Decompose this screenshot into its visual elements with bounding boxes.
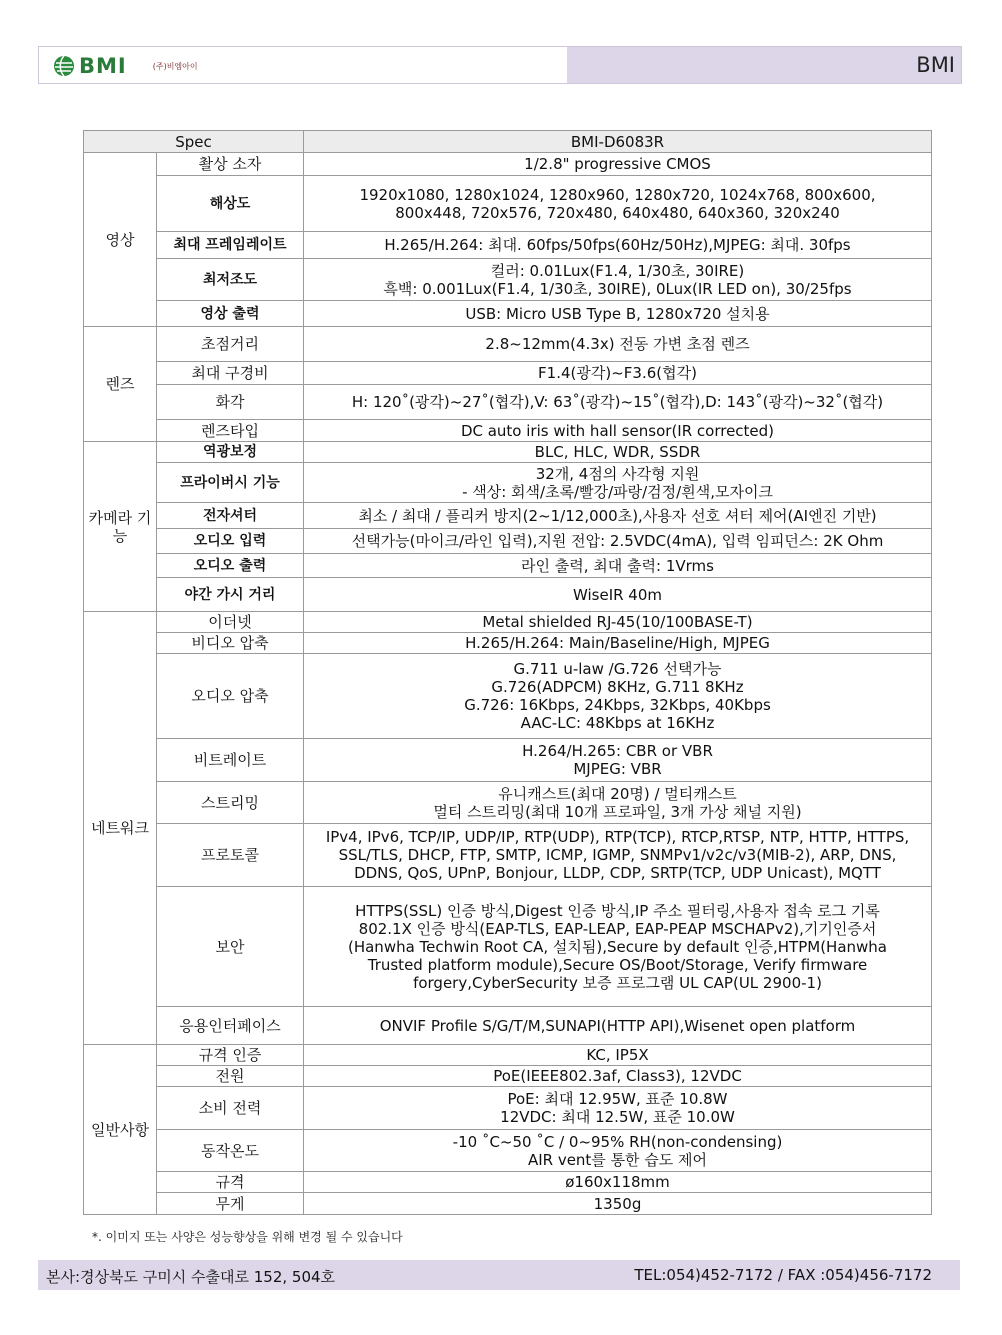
footer-contact: TEL:054)452-7172 / FAX :054)456-7172 [634,1266,932,1284]
spec-value [304,385,932,420]
spec-value-line: H.264/H.265: CBR or VBR [522,742,713,760]
table-row [84,327,932,362]
spec-label: 규격 인증 [157,1045,304,1066]
table-row [84,1007,932,1045]
spec-value-line: 802.1X 인증 방식(EAP-TLS, EAP-LEAP, EAP-PEAP MSCHAPv2),기기인증서 [358,919,877,938]
spec-label: 동작온도 [157,1130,304,1172]
table-row [84,612,932,633]
spec-value-line: IPv4, IPv6, TCP/IP, UDP/IP, RTP(UDP), RTP(TCP), RTCP,RTSP, NTP, HTTP, HTTPS, [325,828,910,846]
spec-value-line: SSL/TLS, DHCP, FTP, SMTP, ICMP, IGMP, SNMPv1/v2c/v3(MIB-2), ARP, DNS, [338,846,897,864]
spec-table [83,130,932,1215]
spec-value-line: H.265/H.264: Main/Baseline/High, MJPEG [465,634,770,652]
spec-value-line: -10 ˚C~50 ˚C / 0~95% RH(non-condensing) [452,1132,783,1151]
spec-value-line: 유니캐스트(최대 20명) / 멀티캐스트 [498,784,737,803]
table-row [84,301,932,327]
spec-value-line: - 색상: 회색/초록/빨강/파랑/검정/흰색,모자이크 [462,482,773,501]
spec-value-line: AAC-LC: 48Kbps at 16KHz [520,714,715,732]
spec-value [304,633,932,654]
table-row [84,362,932,385]
table-row [84,153,932,176]
spec-value [304,529,932,554]
spec-value-line: PoE: 최대 12.95W, 표준 10.8W [507,1090,728,1108]
model-header: BMI-D6083R [304,131,932,153]
spec-value [304,654,932,739]
table-row [84,259,932,301]
spec-label: 촬상 소자 [157,153,304,176]
spec-value-line: USB: Micro USB Type B, 1280x720 설치용 [465,304,770,323]
table-row [84,782,932,824]
header-band [567,47,961,83]
category-cell: 렌즈 [84,327,157,442]
spec-value-line: 2.8~12mm(4.3x) 전동 가변 초점 렌즈 [485,335,750,353]
spec-value-line: G.726(ADPCM) 8KHz, G.711 8KHz [491,678,744,696]
spec-value [304,259,932,301]
spec-value-line: H: 120˚(광각)~27˚(협각),V: 63˚(광각)~15˚(협각),D: 143˚(광각)~32˚(협각) [351,393,884,411]
spec-label: 보안 [157,887,304,1007]
spec-label: 프로토콜 [157,824,304,887]
spec-value-line: H.265/H.264: 최대. 60fps/50fps(60Hz/50Hz),MJPEG: 최대. 30fps [384,236,851,254]
spec-value-line: 컬러: 0.01Lux(F1.4, 1/30초, 30IRE) [490,261,745,280]
spec-label: 전자셔터 [157,503,304,529]
table-row [84,463,932,503]
spec-value [304,554,932,578]
spec-value-line: HTTPS(SSL) 인증 방식,Digest 인증 방식,IP 주소 필터링,사용자 접속 로그 기록 [355,901,880,920]
spec-label: 야간 가시 거리 [157,578,304,612]
spec-value-line: (Hanwha Techwin Root CA, 설치됨),Secure by default 인증,HTPM(Hanwha [347,937,887,956]
spec-label: 오디오 압축 [157,654,304,739]
category-cell: 영상 [84,153,157,327]
spec-label: 해상도 [157,176,304,232]
spec-label: 전원 [157,1066,304,1087]
spec-value [304,1007,932,1045]
spec-value [304,463,932,503]
spec-label: 최저조도 [157,259,304,301]
spec-label: 최대 구경비 [157,362,304,385]
spec-value-line: Trusted platform module),Secure OS/Boot/Storage, Verify firmware [367,955,868,974]
spec-label: 렌즈타입 [157,420,304,442]
globe-icon [53,55,75,77]
spec-value [304,420,932,442]
spec-value-line: 최소 / 최대 / 플리커 방지(2~1/12,000초),사용자 선호 셔터 제어(AI엔진 기반) [358,506,877,525]
spec-value-line: 800x448, 720x576, 720x480, 640x480, 640x360, 320x240 [395,203,840,222]
spec-value [304,232,932,259]
spec-value-line: G.711 u-law /G.726 선택가능 [513,660,722,678]
spec-value-line: G.726: 16Kbps, 24Kbps, 32Kbps, 40Kbps [464,696,771,714]
spec-value [304,1087,932,1130]
spec-value-line: DC auto iris with hall sensor(IR corrected) [460,421,775,440]
spec-value [304,301,932,327]
spec-value [304,176,932,232]
spec-label: 오디오 출력 [157,554,304,578]
table-row [84,887,932,1007]
spec-label: 소비 전력 [157,1087,304,1130]
spec-value [304,503,932,529]
spec-value [304,1193,932,1215]
spec-value-line: ø160x118mm [565,1173,670,1191]
spec-label: 최대 프레임레이트 [157,232,304,259]
spec-value-line: 멀티 스트리밍(최대 10개 프로파일, 3개 가상 채널 지원) [433,802,802,821]
table-row [84,1172,932,1193]
spec-value [304,153,932,176]
company-logo [53,53,198,79]
footer-address: 본사:경상북도 구미시 수출대로 152, 504호 [46,1268,336,1286]
page-header [38,46,962,84]
category-cell: 카메라 기능 [84,442,157,612]
spec-value [304,362,932,385]
spec-value [304,1066,932,1087]
spec-value-line: PoE(IEEE802.3af, Class3), 12VDC [493,1067,742,1085]
table-row [84,554,932,578]
spec-value [304,327,932,362]
table-row [84,1087,932,1130]
spec-value [304,782,932,824]
spec-value [304,442,932,463]
spec-value-line: 1920x1080, 1280x1024, 1280x960, 1280x720, 1024x768, 800x600, [359,185,876,204]
spec-value [304,1130,932,1172]
spec-label: 화각 [157,385,304,420]
table-row [84,1045,932,1066]
table-row [84,739,932,782]
table-row [84,503,932,529]
spec-label: 역광보정 [157,442,304,463]
table-row [84,1193,932,1215]
spec-label: 오디오 입력 [157,529,304,554]
spec-value-line: DDNS, QoS, UPnP, Bonjour, LLDP, CDP, SRTP(TCP, UDP Unicast), MQTT [354,864,881,882]
table-row [84,420,932,442]
spec-label: 응용인터페이스 [157,1007,304,1045]
table-header-row [84,131,932,153]
spec-header: Spec [84,131,304,153]
spec-label: 무게 [157,1193,304,1215]
spec-value-line: AIR vent를 통한 습도 제어 [527,1150,708,1169]
spec-label: 프라이버시 기능 [157,463,304,503]
spec-value-line: Metal shielded RJ-45(10/100BASE-T) [482,613,753,631]
spec-value-line: WiseIR 40m [572,585,663,604]
spec-label: 영상 출력 [157,301,304,327]
table-row [84,442,932,463]
table-row [84,824,932,887]
spec-value [304,824,932,887]
table-row [84,176,932,232]
spec-value [304,887,932,1007]
table-row [84,654,932,739]
table-row [84,633,932,654]
spec-value-line: 1/2.8" progressive CMOS [524,155,711,173]
spec-value [304,578,932,612]
table-row [84,1066,932,1087]
spec-value-line: forgery,CyberSecurity 보증 프로그램 UL CAP(UL 2900-1) [413,973,822,992]
spec-label: 초점거리 [157,327,304,362]
spec-value-line: MJPEG: VBR [573,760,662,778]
spec-value-line: BLC, HLC, WDR, SSDR [534,443,701,461]
page-footer [38,1260,960,1290]
spec-value-line: F1.4(광각)~F3.6(협각) [538,364,697,382]
spec-value [304,1045,932,1066]
spec-label: 규격 [157,1172,304,1193]
table-row [84,529,932,554]
spec-value-line: 흑백: 0.001Lux(F1.4, 1/30초, 30IRE), 0Lux(IR LED on), 30/25fps [383,279,852,298]
spec-label: 비디오 압축 [157,633,304,654]
spec-value-line: 라인 출력, 최대 출력: 1Vrms [521,556,714,575]
spec-label: 이더넷 [157,612,304,633]
spec-value [304,739,932,782]
spec-value-line: 12VDC: 최대 12.5W, 표준 10.0W [500,1108,735,1126]
spec-label: 스트리밍 [157,782,304,824]
spec-value-line: 선택가능(마이크/라인 입력),지원 전압: 2.5VDC(4mA), 입력 임피던스: 2K Ohm [351,532,884,550]
table-row [84,232,932,259]
logo-subtitle: (주)비엠아이 [152,61,198,71]
spec-value [304,612,932,633]
table-row [84,578,932,612]
logo-text: BMI [79,54,127,78]
table-row [84,385,932,420]
spec-value [304,1172,932,1193]
spec-value-line: 1350g [593,1194,642,1213]
spec-value-line: KC, IP5X [586,1046,649,1064]
spec-value-line: ONVIF Profile S/G/T/M,SUNAPI(HTTP API),Wisenet open platform [379,1016,856,1035]
table-row [84,1130,932,1172]
category-cell: 네트워크 [84,612,157,1045]
brand-name: BMI [916,53,955,77]
category-cell: 일반사항 [84,1045,157,1215]
spec-label: 비트레이트 [157,739,304,782]
disclaimer-note: *. 이미지 또는 사양은 성능향상을 위해 변경 될 수 있습니다 [92,1230,403,1244]
spec-value-line: 32개, 4점의 사각형 지원 [535,464,700,483]
